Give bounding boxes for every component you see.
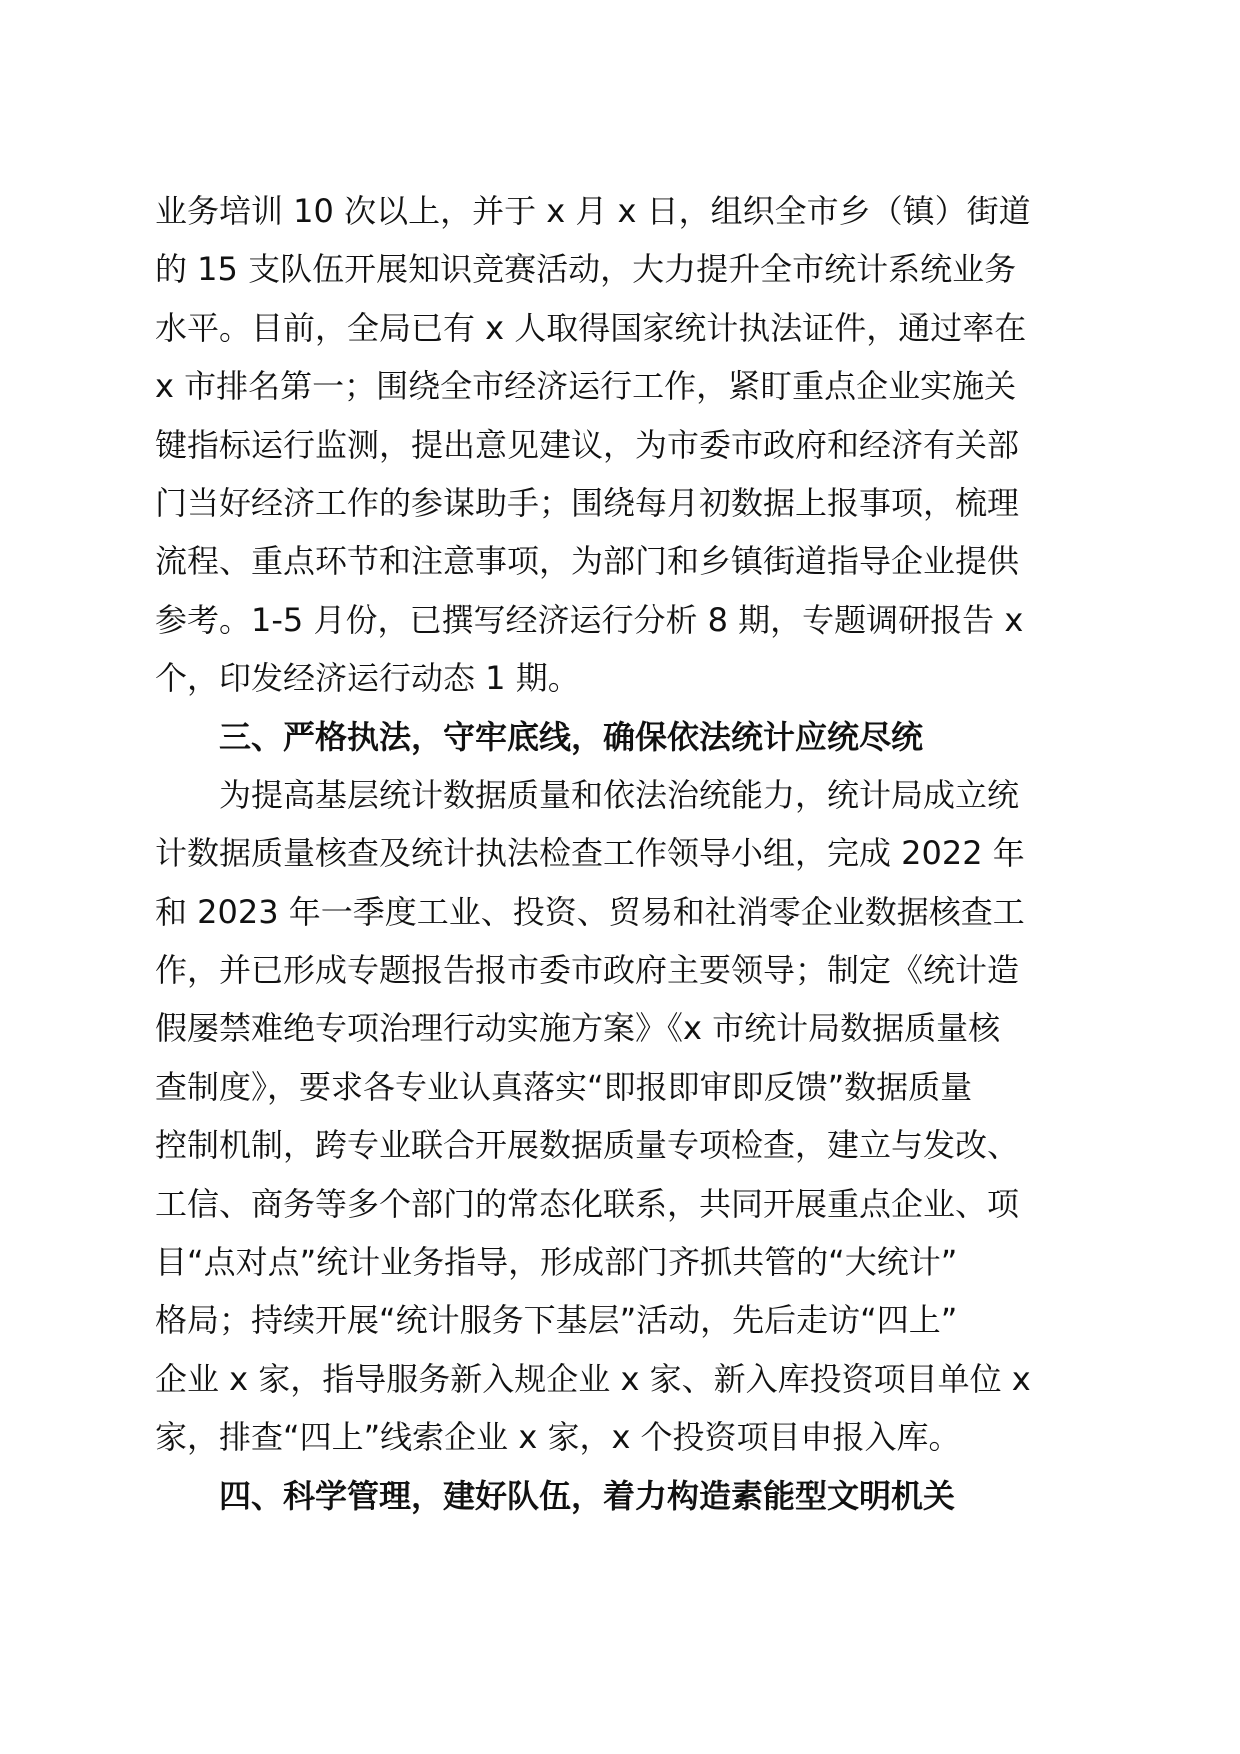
body-text-line: 企业 x 家，指导服务新入规企业 x 家、新入库投资项目单位 x <box>155 1359 1031 1398</box>
body-text-line: 作，并已形成专题报告报市委市政府主要领导；制定《统计造 <box>155 951 1020 990</box>
body-text-line: 计数据质量核查及统计执法检查工作领导小组，完成 2022 年 <box>155 834 1025 873</box>
body-text-line: 控制机制，跨专业联合开展数据质量专项检查，建立与发改、 <box>155 1126 1020 1165</box>
body-text-line: 工信、商务等多个部门的常态化联系，共同开展重点企业、项 <box>155 1184 1020 1223</box>
body-text-line: 个，印发经济运行动态 1 期。 <box>155 659 580 698</box>
body-text-line: 为提高基层统计数据质量和依法治统能力，统计局成立统 <box>219 775 1020 814</box>
body-text-line: 键指标运行监测，提出意见建议，为市委市政府和经济有关部 <box>155 425 1020 464</box>
body-text-line: 参考。1-5 月份，已撰写经济运行分析 8 期，专题调研报告 x <box>155 600 1024 639</box>
body-text-line: 的 15 支队伍开展知识竞赛活动，大力提升全市统计系统业务 <box>155 250 1017 289</box>
body-text-line: 业务培训 10 次以上，并于 x 月 x 日，组织全市乡（镇）街道 <box>155 192 1031 230</box>
body-text-line: 和 2023 年一季度工业、投资、贸易和社消零企业数据核查工 <box>155 892 1025 931</box>
section-heading-3: 三、严格执法，守牢底线，确保依法统计应统尽统 <box>219 717 924 756</box>
body-text-line: 目“点对点”统计业务指导，形成部门齐抓共管的“大统计” <box>155 1243 958 1282</box>
body-text-line: 水平。目前，全局已有 x 人取得国家统计执法证件，通过率在 <box>155 308 1027 347</box>
body-text-line: 流程、重点环节和注意事项，为部门和乡镇街道指导企业提供 <box>155 542 1020 581</box>
body-text-line: 格局；持续开展“统计服务下基层”活动，先后走访“四上” <box>155 1301 958 1340</box>
document-body <box>155 182 1060 1525</box>
body-text-line: x 市排名第一；围绕全市经济运行工作，紧盯重点企业实施关 <box>155 367 1017 406</box>
body-text-line: 家，排查“四上”线索企业 x 家，x 个投资项目申报入库。 <box>155 1418 961 1457</box>
section-heading-4: 四、科学管理，建好队伍，着力构造素能型文明机关 <box>219 1476 956 1515</box>
body-text-line: 查制度》，要求各专业认真落实“即报即审即反馈”数据质量 <box>155 1067 973 1106</box>
body-text-line: 门当好经济工作的参谋助手；围绕每月初数据上报事项，梳理 <box>155 483 1020 522</box>
body-text-line: 假屡禁难绝专项治理行动实施方案》《x 市统计局数据质量核 <box>155 1009 1001 1048</box>
